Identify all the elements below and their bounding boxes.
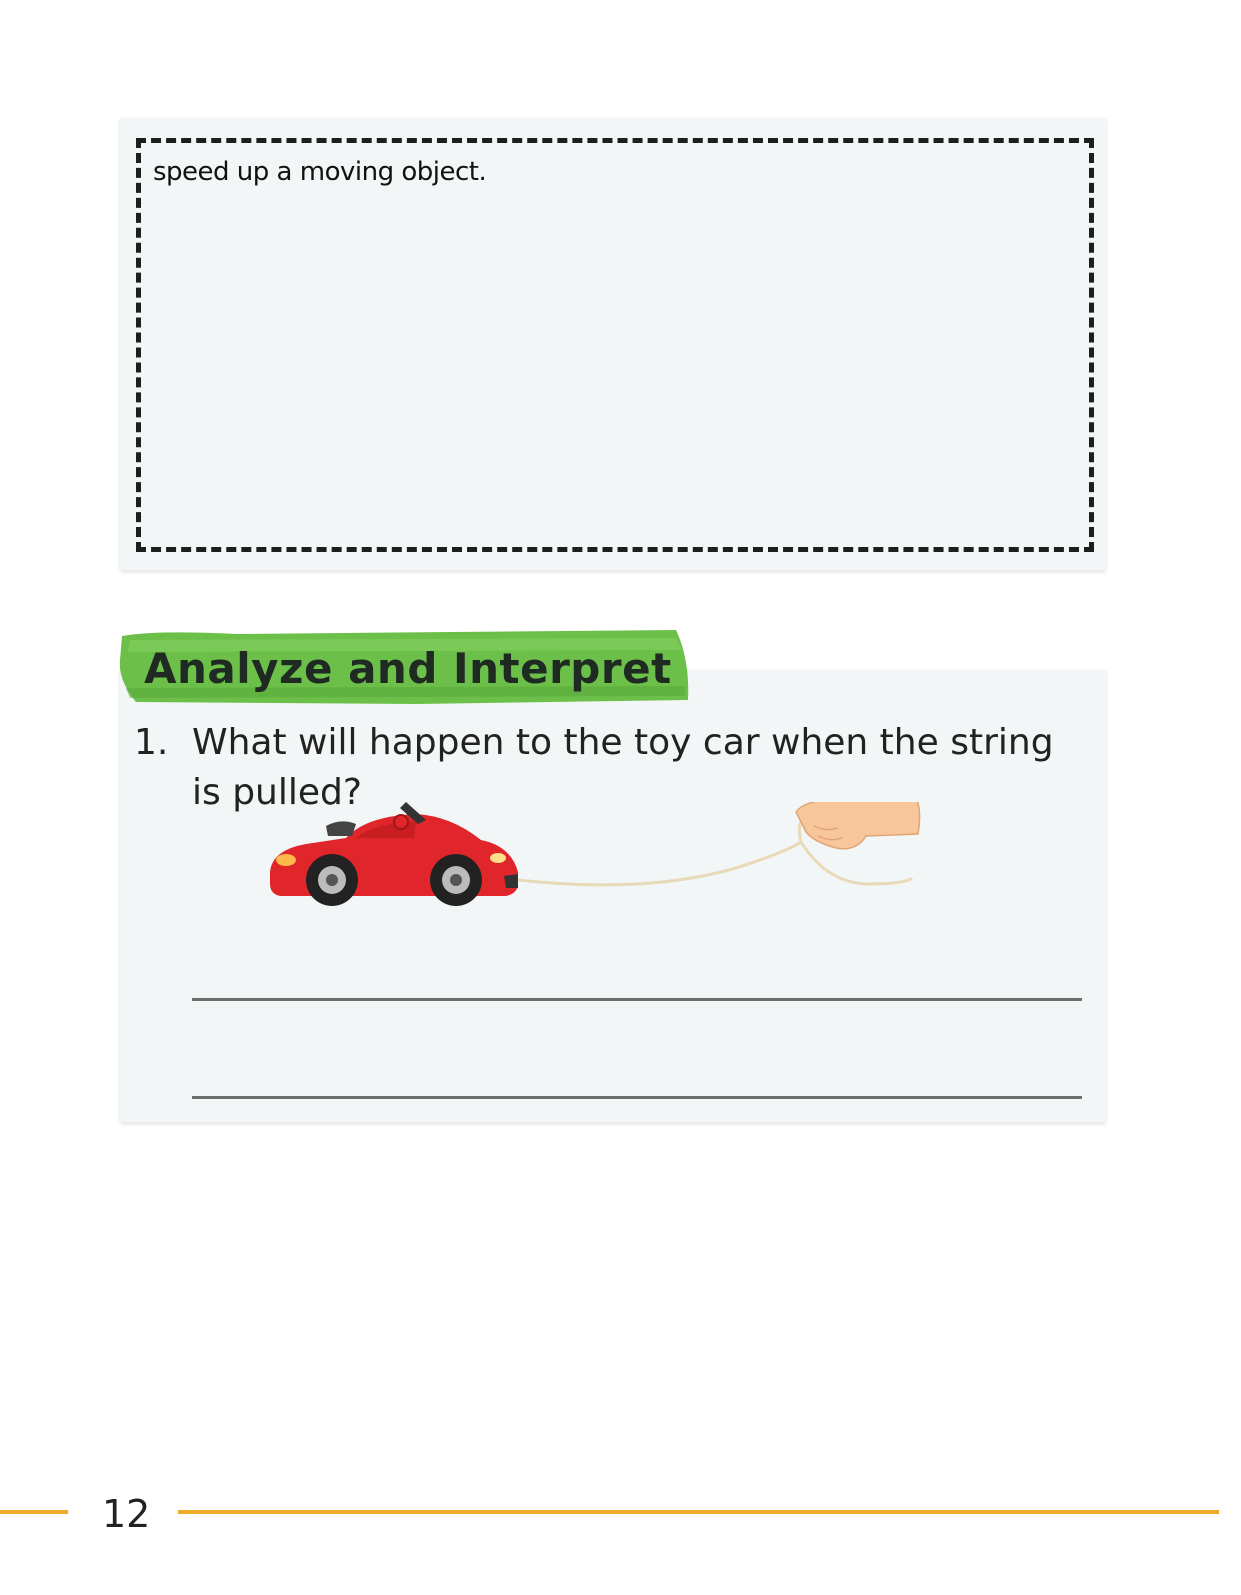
footer-line-right — [178, 1510, 1219, 1514]
toy-car-illustration — [266, 802, 926, 932]
hand-icon — [796, 802, 920, 849]
question-text: What will happen to the toy car when the string is pulled? — [192, 722, 1054, 813]
section-banner — [116, 630, 690, 706]
drawing-card — [120, 118, 1106, 570]
section-title: Analyze and Interpret — [144, 644, 672, 693]
box-text: speed up a moving object. — [153, 157, 487, 187]
question-number: 1. — [134, 722, 169, 763]
answer-line[interactable] — [192, 1096, 1082, 1099]
string-icon — [518, 842, 912, 885]
footer-line-left — [0, 1510, 68, 1514]
answer-line[interactable] — [192, 998, 1082, 1001]
toy-car-icon — [270, 802, 518, 906]
question-card — [120, 670, 1106, 1122]
page-number: 12 — [102, 1492, 151, 1536]
dashed-drawing-box[interactable] — [136, 138, 1094, 552]
